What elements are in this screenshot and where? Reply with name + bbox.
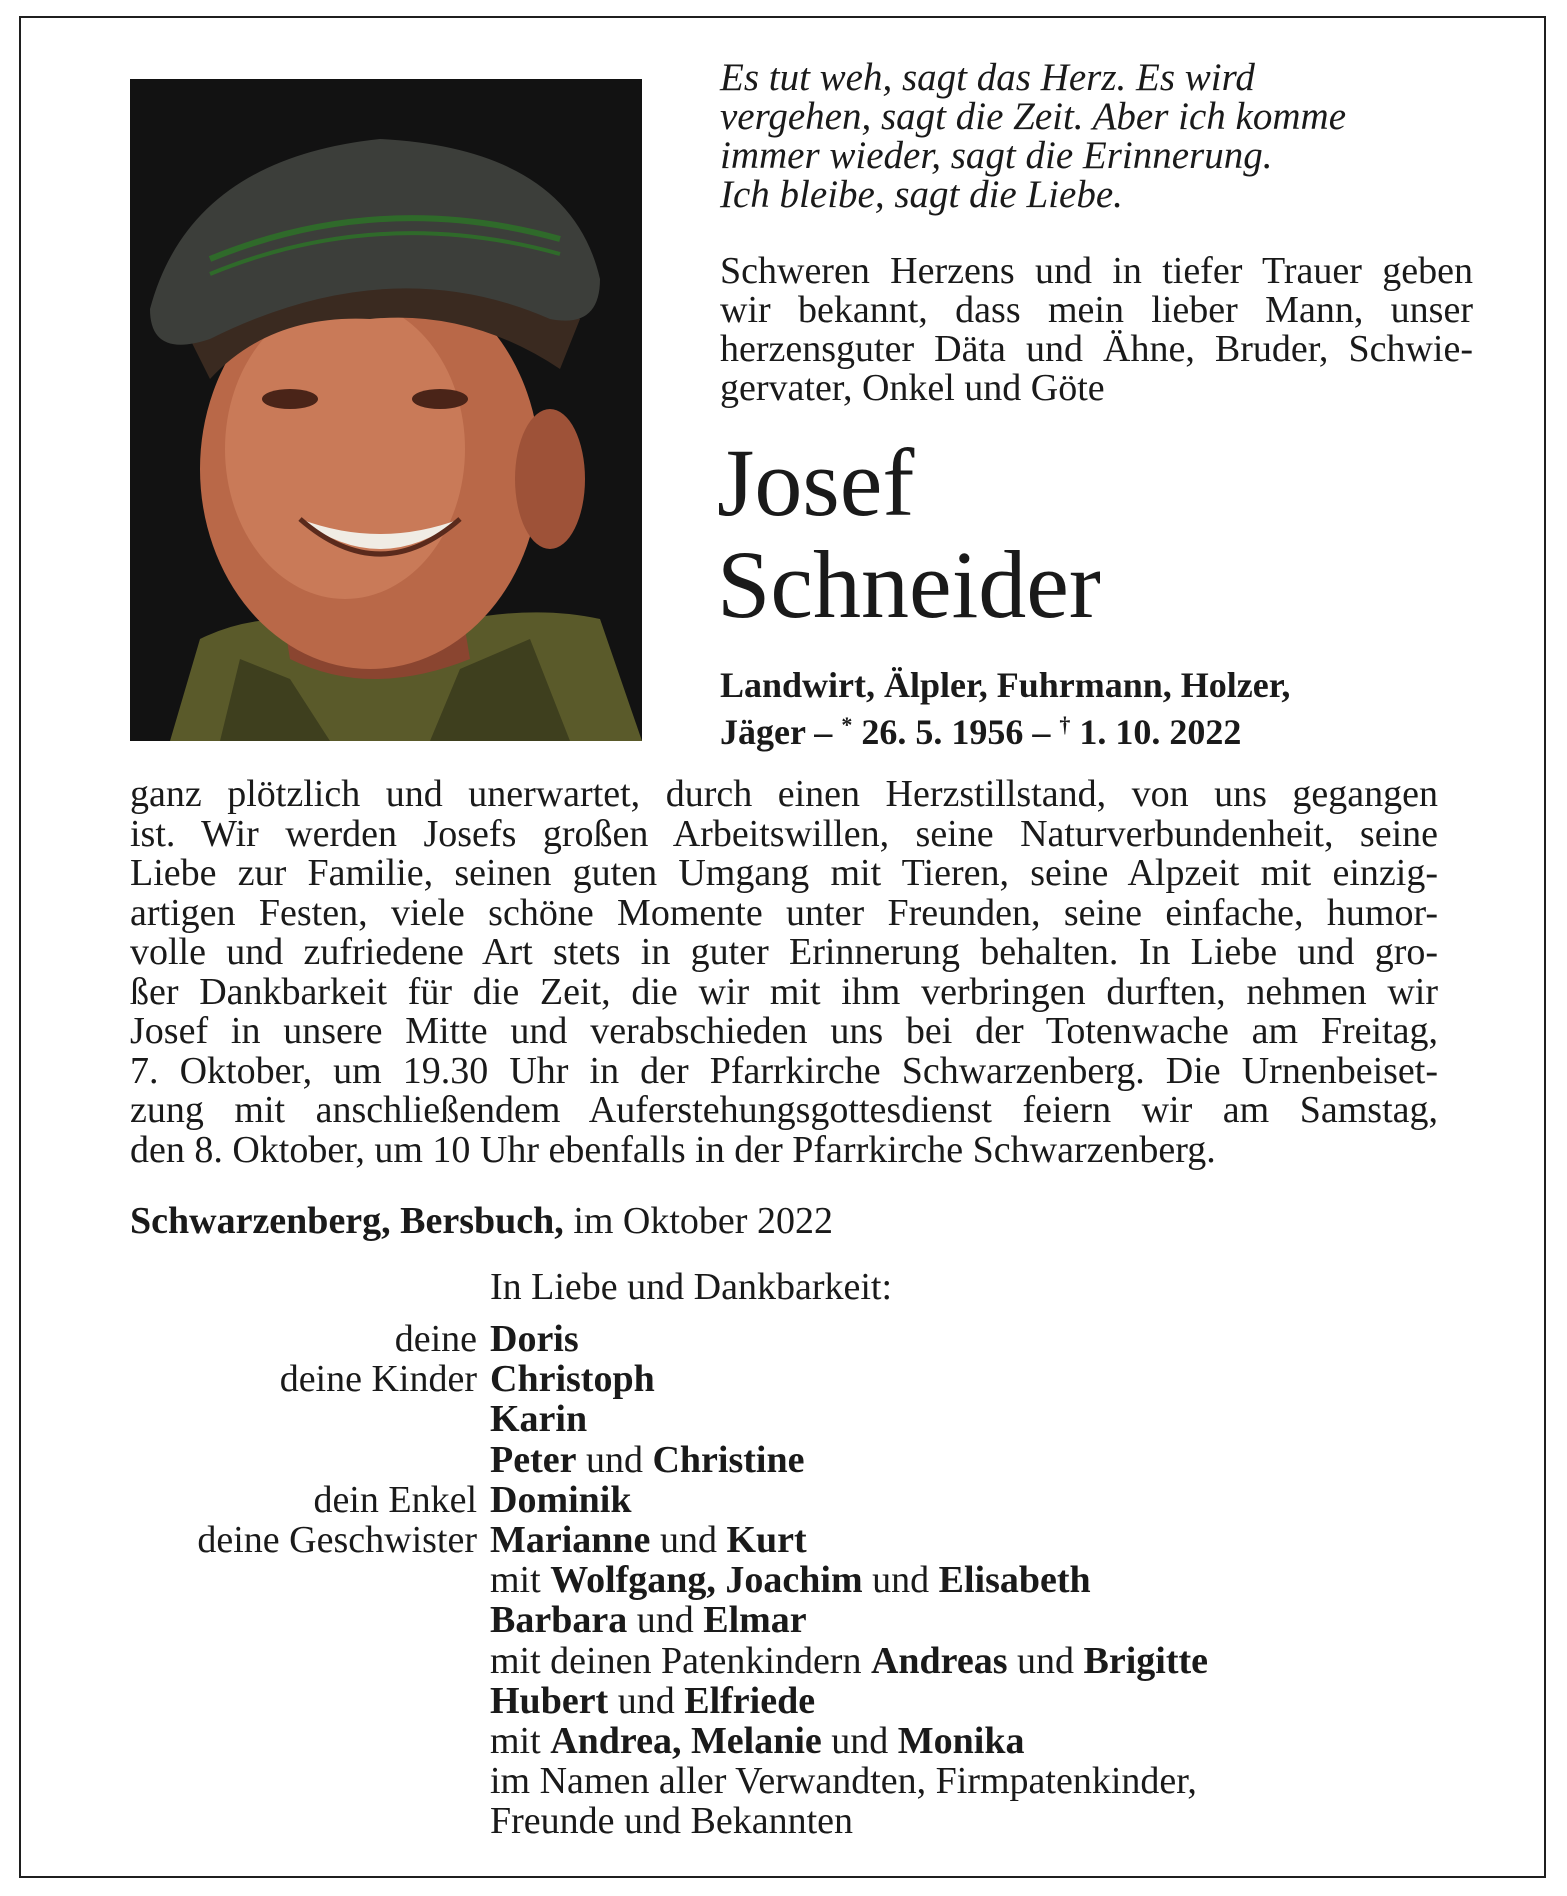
death-date: 1. 10. 2022 — [1070, 712, 1242, 752]
place-name: Schwarzenberg, Bersbuch, — [130, 1200, 564, 1242]
family-member-name: Christoph — [490, 1358, 655, 1401]
family-text: und — [576, 1438, 653, 1481]
body-line: zung mit anschließendem Auferstehungsgottesdienst feiern wir am Samstag, — [130, 1089, 1438, 1131]
deceased-name — [717, 429, 1101, 638]
family-row — [130, 1761, 1480, 1801]
family-names — [490, 1399, 587, 1439]
family-names — [490, 1641, 1208, 1681]
family-relation — [130, 1681, 490, 1721]
family-relation — [130, 1641, 490, 1681]
family-member-name: Elfriede — [684, 1679, 816, 1722]
family-relation: deine Geschwister — [197, 1519, 477, 1562]
family-names — [490, 1520, 807, 1560]
family-row — [130, 1399, 1480, 1439]
family-row — [130, 1440, 1480, 1480]
family-names — [490, 1560, 1091, 1600]
family-relation — [130, 1399, 490, 1439]
family-member-name: Dominik — [490, 1478, 632, 1521]
birth-date: 26. 5. 1956 – — [852, 712, 1060, 752]
family-text: und — [862, 1559, 939, 1602]
family-relation — [130, 1721, 490, 1761]
intro-line: herzensguter Däta und Ähne, Bruder, Schwie- — [720, 328, 1473, 370]
quote-line: Ich bleibe, sagt die Liebe. — [720, 173, 1123, 216]
body-line: artigen Festen, viele schöne Momente unter Freunden, seine einfache, humor- — [130, 891, 1438, 934]
body-paragraph — [130, 775, 1438, 1170]
first-name: Josef — [717, 429, 915, 536]
family-text: mit — [490, 1720, 551, 1763]
family-relation: deine — [394, 1318, 477, 1360]
family-member-name: Peter — [490, 1438, 577, 1481]
family-text: und — [627, 1599, 704, 1642]
family-relation — [130, 1440, 490, 1480]
family-relation — [130, 1600, 490, 1640]
family-relation — [130, 1801, 490, 1841]
family-row — [130, 1681, 1480, 1721]
family-text: und — [650, 1519, 727, 1562]
quote-line: immer wieder, sagt die Erinnerung. — [720, 134, 1273, 177]
memorial-quote — [720, 58, 1480, 214]
family-relation: deine Kinder — [279, 1358, 477, 1401]
family-text: mit deinen Patenkindern — [490, 1639, 871, 1682]
body-line: volle und zufriedene Art stets in guter Erinnerung behalten. In Liebe und gro- — [130, 931, 1438, 973]
family-row — [130, 1359, 1480, 1399]
intro-line: wir bekannt, dass mein lieber Mann, unser — [720, 289, 1473, 331]
dates-line — [720, 705, 1290, 752]
body-line: ßer Dankbarkeit für die Zeit, die wir mit ihm verbringen durften, nehmen wir — [130, 970, 1438, 1013]
quote-line: Es tut weh, sagt das Herz. Es wird — [720, 56, 1255, 99]
quote-line: vergehen, sagt die Zeit. Aber ich komme — [720, 95, 1346, 138]
family-row — [130, 1721, 1480, 1761]
family-member-name: Brigitte — [1083, 1639, 1209, 1682]
birth-symbol: * — [841, 712, 853, 737]
place-date — [130, 1201, 833, 1241]
family-names — [490, 1319, 579, 1359]
roles-line-end: Jäger – — [720, 712, 842, 752]
family-text: und — [608, 1679, 685, 1722]
family-text: im Namen aller Verwandten, Firmpatenkinder, — [490, 1760, 1197, 1803]
family-names — [490, 1721, 1025, 1761]
family-names — [490, 1600, 807, 1640]
death-symbol: † — [1059, 712, 1071, 737]
family-relation: dein Enkel — [313, 1478, 477, 1521]
family-list — [130, 1319, 1480, 1842]
family-text: und — [821, 1720, 898, 1763]
family-row — [130, 1319, 1480, 1359]
family-names — [490, 1440, 804, 1480]
family-names — [490, 1761, 1197, 1801]
family-member-name: Andreas — [870, 1639, 1008, 1682]
intro-line: Schweren Herzens und in tiefer Trauer geben — [720, 250, 1473, 292]
family-member-name: Barbara — [490, 1599, 628, 1642]
family-row — [130, 1600, 1480, 1640]
body-line: den 8. Oktober, um 10 Uhr ebenfalls in der Pfarrkirche Schwarzenberg. — [130, 1128, 1216, 1171]
intro-line: gervater, Onkel und Göte — [720, 367, 1105, 409]
body-line: Liebe zur Familie, seinen guten Umgang mit Tieren, seine Alpzeit mit einzig- — [130, 852, 1438, 894]
family-member-name: Kurt — [726, 1519, 807, 1562]
body-line: Josef in unsere Mitte und verabschieden uns bei der Totenwache am Freitag, — [130, 1010, 1438, 1052]
family-names — [490, 1801, 853, 1841]
family-row — [130, 1641, 1480, 1681]
roles-line: Landwirt, Älpler, Fuhrmann, Holzer, — [720, 665, 1291, 705]
family-text: und — [1007, 1639, 1084, 1682]
family-member-name: Marianne — [490, 1519, 651, 1562]
family-row — [130, 1480, 1480, 1520]
family-names — [490, 1359, 655, 1399]
family-text: mit — [490, 1559, 551, 1602]
last-name: Schneider — [717, 531, 1101, 638]
portrait-photo — [130, 79, 642, 741]
family-member-name: Monika — [897, 1720, 1025, 1763]
family-member-name: Karin — [490, 1398, 588, 1441]
notice-date: im Oktober 2022 — [563, 1200, 833, 1242]
body-line: 7. Oktober, um 19.30 Uhr in der Pfarrkirche Schwarzenberg. Die Urnenbeiset- — [130, 1049, 1438, 1092]
portrait-illustration — [130, 79, 642, 741]
family-relation — [130, 1761, 490, 1801]
family-member-name: Doris — [490, 1318, 579, 1360]
family-member-name: Elisabeth — [938, 1559, 1091, 1602]
family-row — [130, 1801, 1480, 1841]
family-row — [130, 1520, 1480, 1560]
body-line: ist. Wir werden Josefs großen Arbeitswillen, seine Naturverbundenheit, seine — [130, 812, 1438, 855]
family-text: Freunde und Bekannten — [490, 1800, 854, 1843]
family-member-name: Elmar — [703, 1599, 807, 1642]
thanks-heading: In Liebe und Dankbarkeit: — [490, 1266, 893, 1308]
family-member-name: Hubert — [490, 1679, 609, 1722]
family-member-name: Andrea, Melanie — [550, 1720, 822, 1763]
family-row — [130, 1560, 1480, 1600]
family-names — [490, 1480, 631, 1520]
deceased-roles-dates — [720, 665, 1290, 752]
family-names — [490, 1681, 815, 1721]
intro-paragraph — [720, 252, 1473, 408]
body-line: ganz plötzlich und unerwartet, durch einen Herzstillstand, von uns gegangen — [130, 773, 1438, 815]
family-relation — [130, 1560, 490, 1600]
family-member-name: Christine — [652, 1438, 805, 1481]
family-member-name: Wolfgang, Joachim — [550, 1559, 863, 1602]
